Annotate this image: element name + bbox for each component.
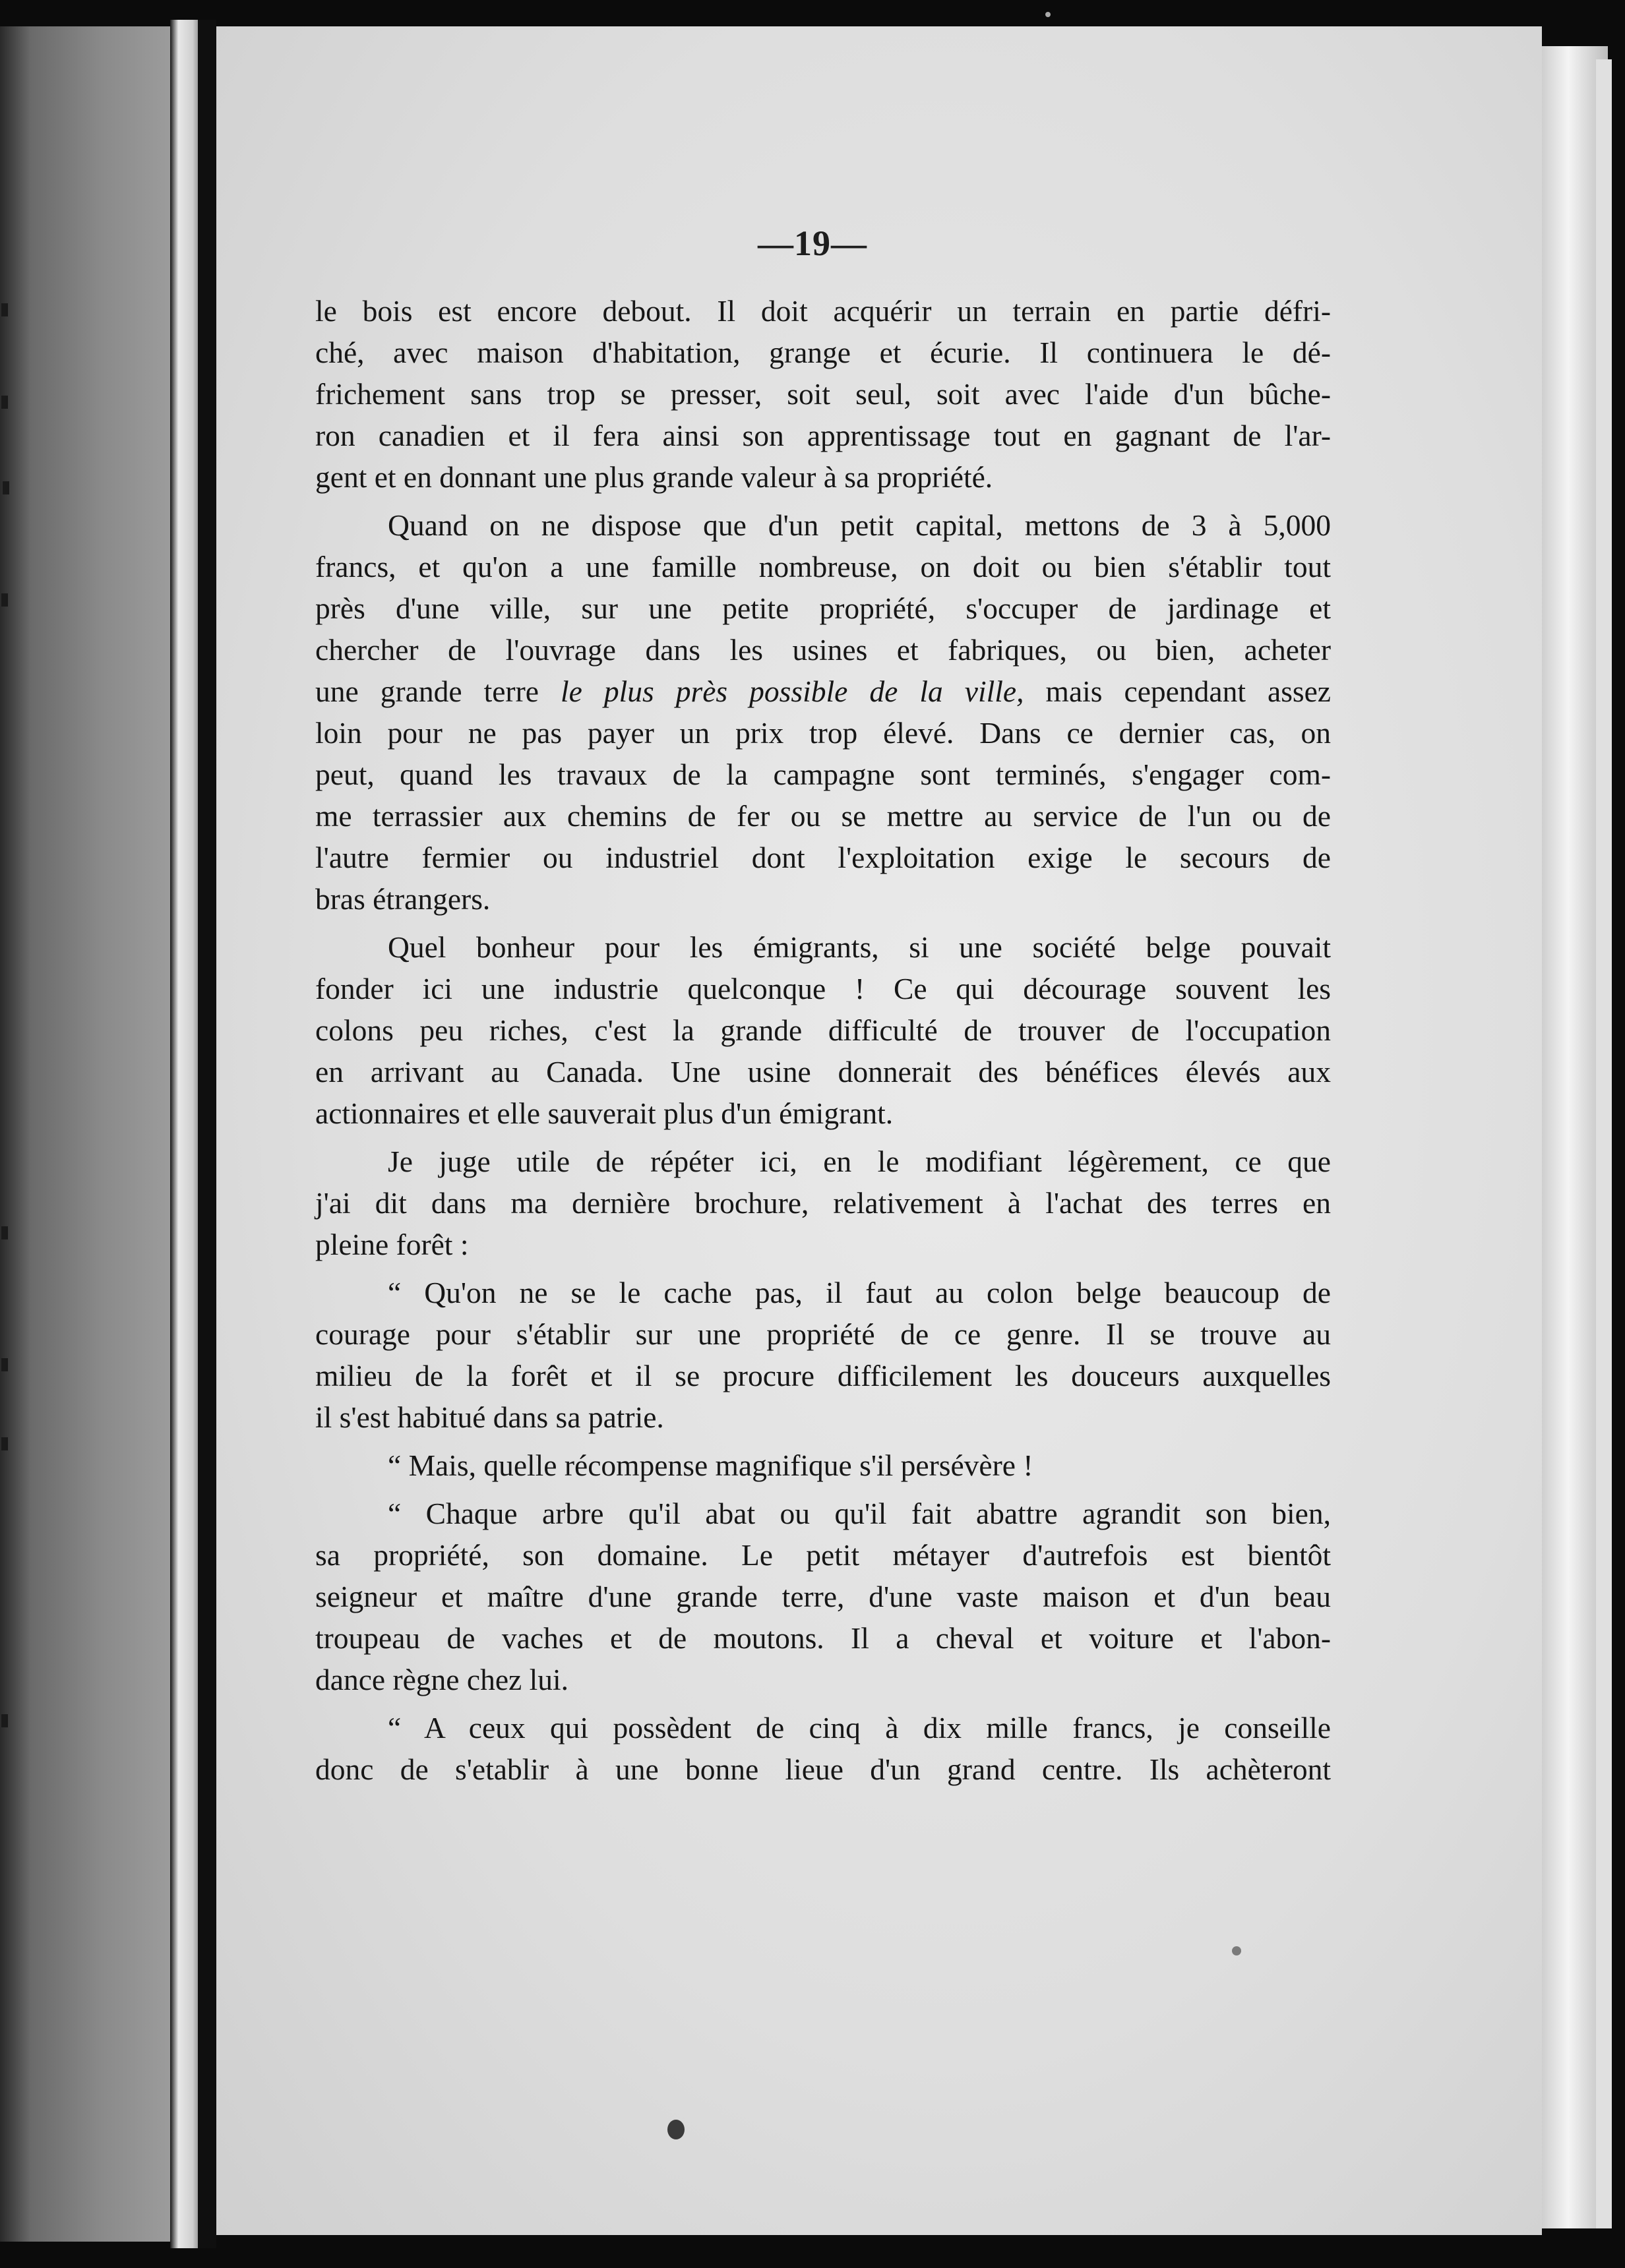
paragraph-gap — [315, 1265, 1331, 1272]
text-line: pleine forêt : — [315, 1228, 469, 1261]
text-line: loin pour ne pas payer un prix trop élevé. Dans ce dernier cas, on — [315, 716, 1331, 750]
facing-page-mark — [1, 593, 8, 607]
ink-spot — [667, 2120, 685, 2139]
text-line: “ A ceux qui possèdent de cinq à dix mille francs, je conseille — [388, 1711, 1331, 1745]
paragraph-gap — [315, 1486, 1331, 1493]
text-line: il s'est habitué dans sa patrie. — [315, 1400, 664, 1434]
text-line: frichement sans trop se presser, soit seul, soit avec l'aide d'un bûche- — [315, 377, 1331, 411]
text-line: j'ai dit dans ma dernière brochure, relativement à l'achat des terres en — [315, 1186, 1331, 1220]
text-line: peut, quand les travaux de la campagne sont terminés, s'engager com- — [315, 758, 1331, 791]
text-line: colons peu riches, c'est la grande difficulté de trouver de l'occupation — [315, 1013, 1331, 1047]
text-line: actionnaires et elle sauverait plus d'un émigrant. — [315, 1096, 894, 1130]
facing-page-mark — [1, 396, 8, 409]
text-line: l'autre fermier ou industriel dont l'exploitation exige le secours de — [315, 841, 1331, 874]
text-line: en arrivant au Canada. Une usine donnerait des bénéfices élevés aux — [315, 1055, 1331, 1089]
italic-phrase: le plus près possible de la ville, — [560, 674, 1024, 708]
facing-page-mark — [1, 1358, 8, 1371]
text-line: me terrassier aux chemins de fer ou se mettre au service de l'un ou de — [315, 799, 1331, 833]
text-line: francs, et qu'on a une famille nombreuse, on doit ou bien s'établir tout — [315, 550, 1331, 583]
text-line: Quel bonheur pour les émigrants, si une société belge pouvait — [388, 930, 1331, 964]
body-text — [315, 290, 1331, 1790]
text-line: fonder ici une industrie quelconque ! Ce qui décourage souvent les — [315, 972, 1331, 1005]
text-line: courage pour s'établir sur une propriété de ce genre. Il se trouve au — [315, 1317, 1331, 1351]
text-line: Quand on ne dispose que d'un petit capital, mettons de 3 à 5,000 — [388, 508, 1331, 542]
paragraph-gap — [315, 498, 1331, 504]
text-line: “ Chaque arbre qu'il abat ou qu'il fait abattre agrandit son bien, — [388, 1497, 1331, 1530]
text-line: chercher de l'ouvrage dans les usines et fabriques, ou bien, acheter — [315, 633, 1331, 667]
text-line: Je juge utile de répéter ici, en le modifiant légèrement, ce que — [388, 1145, 1331, 1178]
text-line: gent et en donnant une plus grande valeur à sa propriété. — [315, 460, 993, 494]
page-number-text: —19— — [758, 224, 867, 263]
text-line: ron canadien et il fera ainsi son apprentissage tout en gagnant de l'ar- — [315, 419, 1331, 452]
text-line: milieu de la forêt et il se procure difficilement les douceurs auxquelles — [315, 1359, 1331, 1392]
facing-page-mark — [1, 1714, 8, 1727]
text-line: ché, avec maison d'habitation, grange et écurie. Il continuera le dé- — [315, 336, 1331, 369]
text-line: une grande terre le plus près possible de la ville, mais cependant assez — [315, 674, 1332, 708]
text-line: dance règne chez lui. — [315, 1663, 568, 1696]
paragraph-gap — [315, 1134, 1331, 1141]
text-line: donc de s'etablir à une bonne lieue d'un grand centre. Ils achèteront — [315, 1752, 1331, 1786]
facing-page-mark — [1, 1226, 8, 1239]
text-line: seigneur et maître d'une grande terre, d'une vaste maison et d'un beau — [315, 1580, 1331, 1613]
book-gutter — [198, 20, 216, 2248]
facing-page-mark — [1, 303, 8, 316]
facing-page-mark — [1, 1437, 8, 1450]
facing-page-mark — [3, 481, 9, 494]
text-line: près d'une ville, sur une petite propriété, s'occuper de jardinage et — [315, 591, 1331, 625]
text-line: bras étrangers. — [315, 882, 491, 916]
paragraph-gap — [315, 1438, 1331, 1445]
paragraph-gap — [315, 1700, 1331, 1707]
text-line: sa propriété, son domaine. Le petit métayer d'autrefois est bientôt — [315, 1538, 1331, 1572]
text-line: troupeau de vaches et de moutons. Il a cheval et voiture et l'abon- — [315, 1621, 1331, 1655]
page-edge-outer — [1596, 59, 1612, 2228]
text-line: “ Qu'on ne se le cache pas, il faut au colon belge beaucoup de — [388, 1276, 1331, 1309]
ink-spot — [1232, 1946, 1241, 1955]
page-number — [0, 223, 1625, 264]
ink-spot — [1045, 12, 1051, 17]
facing-page-edge — [0, 26, 170, 2242]
text-line: “ Mais, quelle récompense magnifique s'il persévère ! — [388, 1448, 1033, 1482]
paragraph-gap — [315, 920, 1331, 926]
text-line: le bois est encore debout. Il doit acquérir un terrain en partie défri- — [315, 294, 1331, 328]
